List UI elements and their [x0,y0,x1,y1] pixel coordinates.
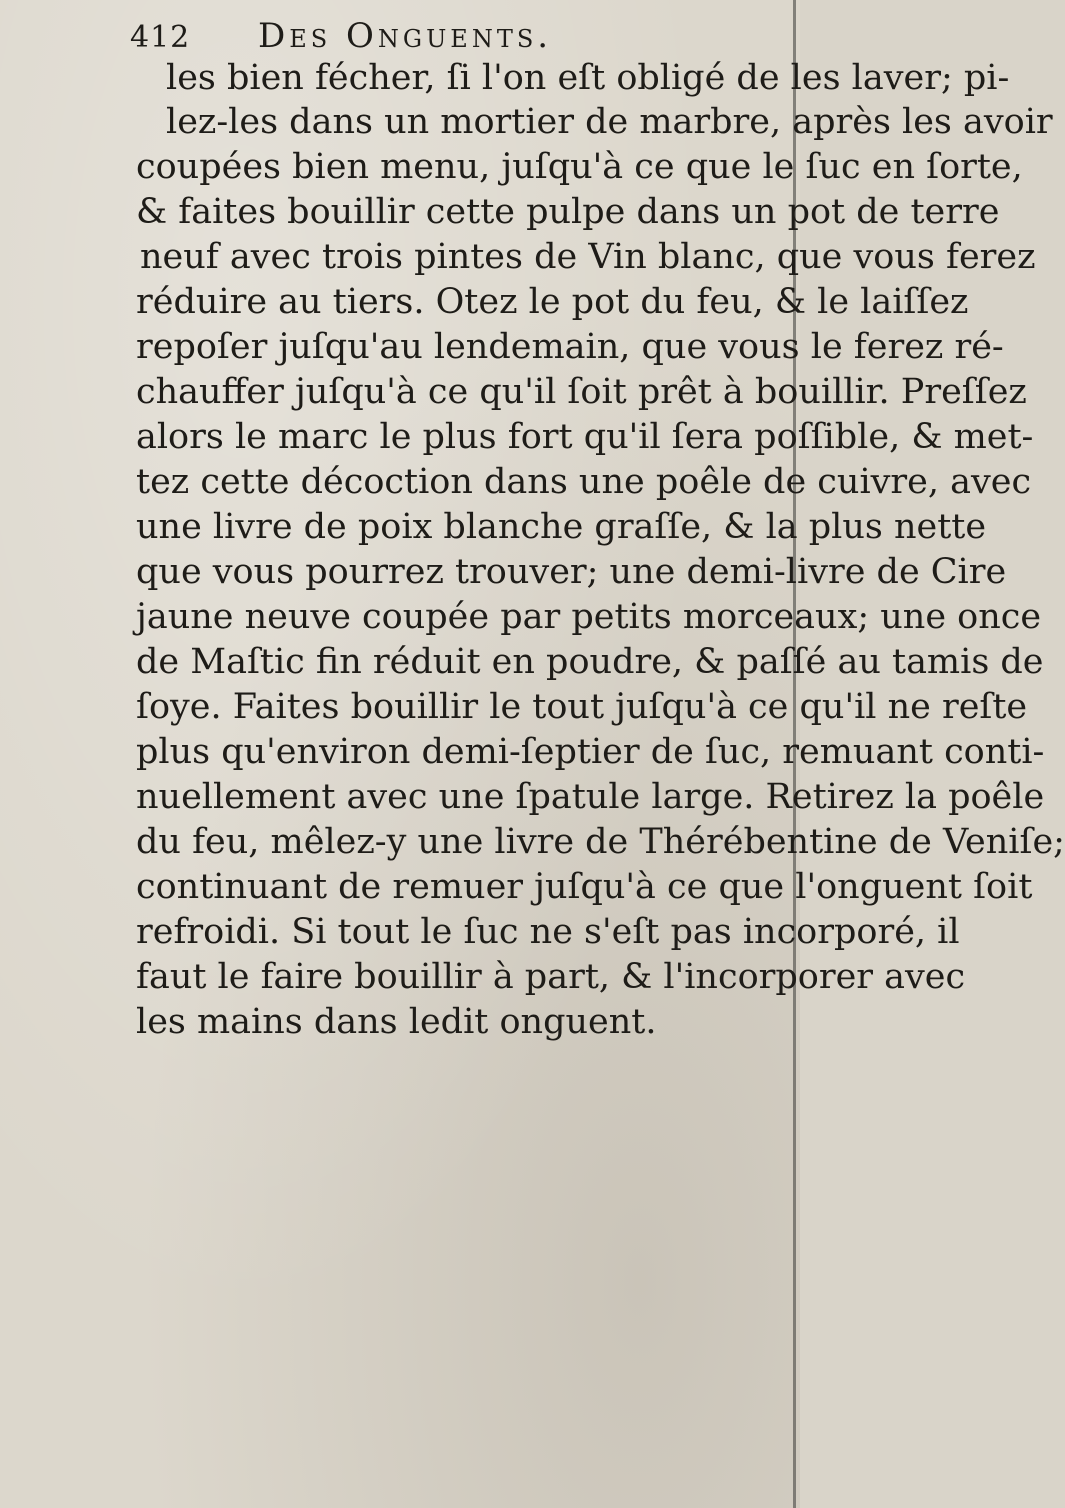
text-line: coupées bien menu, juſqu'à ce que le ſuc en ſorte, [136,147,1023,187]
text-line: continuant de remuer juſqu'à ce que l'onguent ſoit [136,867,1033,907]
text-line: les mains dans ledit onguent. [136,1002,657,1042]
text-line: les bien fécher, ſi l'on eſt obligé de les laver; pi- [166,58,1010,98]
text-line: de Maſtic fin réduit en poudre, & paſſé au tamis de [136,642,1044,682]
text-line: tez cette décoction dans une poêle de cuivre, avec [136,462,1032,502]
text-line: jaune neuve coupée par petits morceaux; une once [136,597,1042,637]
text-line: chauffer juſqu'à ce qu'il ſoit prêt à bouillir. Preſſez [136,372,1027,412]
text-line: neuf avec trois pintes de Vin blanc, que vous ferez [140,237,1036,277]
text-line: une livre de poix blanche graſſe, & la plus nette [136,507,987,547]
text-line: nuellement avec une ſpatule large. Retirez la poêle [136,777,1045,817]
text-line: réduire au tiers. Otez le pot du feu, & le laiſſez [136,282,969,322]
text-line: refroidi. Si tout le ſuc ne s'eſt pas incorporé, il [136,912,960,952]
text-line: plus qu'environ demi-ſeptier de ſuc, remuant conti- [136,732,1045,772]
text-line: du feu, mêlez-y une livre de Thérébentine de Veniſe; [136,822,1065,862]
text-line: lez-les dans un mortier de marbre, après les avoir [166,102,1053,142]
page-number: 412 [130,20,191,55]
text-line: repoſer juſqu'au lendemain, que vous le ferez ré- [136,327,1004,367]
text-line: & faites bouillir cette pulpe dans un pot de terre [136,192,1000,232]
running-head: Des Onguents. [258,16,553,56]
text-line: alors le marc le plus fort qu'il ſera poſſible, & met- [136,417,1034,457]
text-line: que vous pourrez trouver; une demi-livre de Cire [136,552,1007,592]
text-line: ſoye. Faites bouillir le tout juſqu'à ce qu'il ne reſte [136,687,1028,727]
text-line: faut le faire bouillir à part, & l'incorporer avec [136,957,966,997]
